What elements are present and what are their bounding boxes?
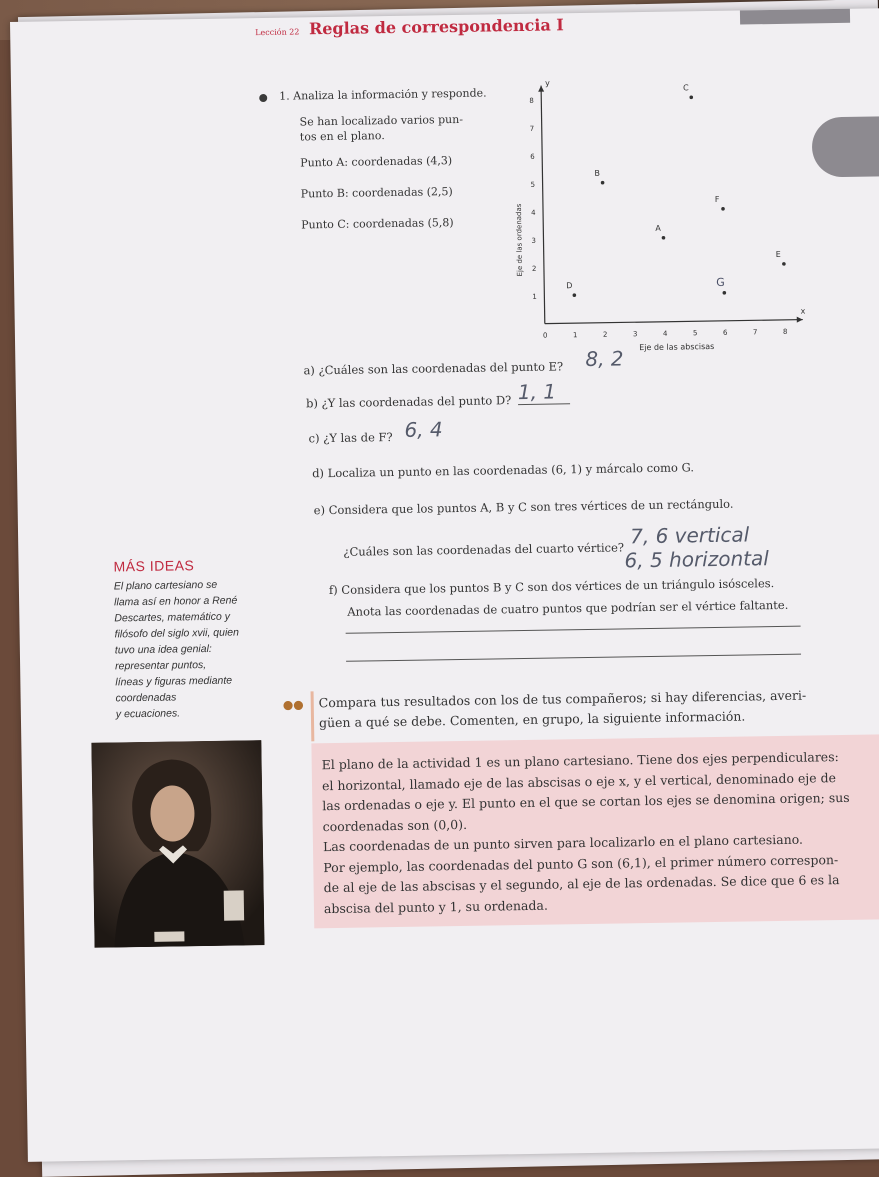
y-tick-label: 3 bbox=[531, 236, 537, 245]
mas-ideas-line: líneas y figuras mediante bbox=[115, 674, 233, 689]
point-c-label: Punto C: coordenadas (5,8) bbox=[301, 216, 454, 232]
question-e: e) Considera que los puntos A, B y C son tres vértices de un rectángulo. bbox=[313, 496, 734, 518]
mas-ideas-title: MÁS IDEAS bbox=[113, 557, 195, 575]
y-axis-letter: y bbox=[544, 78, 550, 88]
info-line: El plano de la actividad 1 es un plano cartesiano. Tiene dos ejes perpendiculares: bbox=[321, 749, 839, 773]
answer-a: 8, 2 bbox=[585, 346, 624, 372]
y-axis-label: Eje de las ordenadas bbox=[514, 203, 525, 277]
point-label-g: G bbox=[716, 275, 725, 289]
point-g bbox=[723, 291, 727, 295]
x-tick-label: 2 bbox=[602, 330, 608, 339]
people-icon: ●● bbox=[282, 697, 304, 712]
info-line: Las coordenadas de un punto sirven para localizarlo en el plano cartesiano. bbox=[322, 831, 804, 855]
mas-ideas-line: tuvo una idea genial: bbox=[114, 642, 212, 657]
x-axis-arrow bbox=[797, 317, 803, 323]
point-label-b: B bbox=[594, 168, 601, 178]
x-tick-label: 1 bbox=[572, 331, 578, 340]
x-tick-label: 0 bbox=[542, 331, 548, 340]
info-line: el horizontal, llamado eje de las abscisas o eje x, y el vertical, denominado eje de bbox=[321, 769, 837, 793]
y-axis-arrow bbox=[538, 86, 544, 92]
mas-ideas-line: filósofo del siglo xvii, quien bbox=[114, 626, 240, 641]
point-label-c: C bbox=[683, 83, 689, 93]
y-tick-label: 6 bbox=[530, 152, 535, 161]
info-line: de al eje de las abscisas y el segundo, al eje de las ordenadas. Se dice que 6 es la bbox=[323, 872, 840, 896]
title-text: Reglas de correspondencia I bbox=[308, 15, 564, 39]
question-c: c) ¿Y las de F? bbox=[308, 430, 393, 446]
x-tick-label: 7 bbox=[752, 328, 758, 337]
x-tick-label: 6 bbox=[722, 328, 728, 337]
point-b bbox=[601, 181, 605, 185]
page-title bbox=[255, 15, 564, 39]
mas-ideas-line: y ecuaciones. bbox=[115, 707, 181, 721]
answer-b: 1, 1 bbox=[518, 379, 570, 405]
compare-line: Compara tus resultados con los de tus compañeros; si hay diferencias, averi- bbox=[318, 687, 807, 711]
mas-ideas-line: coordenadas bbox=[115, 691, 177, 705]
point-e bbox=[782, 262, 786, 266]
y-tick-label: 8 bbox=[529, 96, 534, 105]
answer-e-1: 7, 6 vertical bbox=[629, 522, 750, 549]
worksheet-page bbox=[10, 8, 879, 1162]
answer-e-2: 6, 5 horizontal bbox=[624, 546, 769, 573]
info-line: las ordenadas o eje y. El punto en el que se cortan los ejes se denomina origen; sus bbox=[322, 789, 850, 814]
point-a bbox=[662, 236, 666, 240]
side-tab bbox=[812, 116, 879, 177]
y-tick-label: 4 bbox=[530, 208, 536, 217]
y-tick-label: 5 bbox=[530, 180, 536, 189]
info-text bbox=[322, 747, 852, 919]
mas-ideas-line: llama así en honor a René bbox=[114, 594, 238, 609]
x-axis-label: Eje de las abscisas bbox=[639, 341, 715, 353]
x-tick-label: 3 bbox=[632, 330, 638, 339]
info-line: abscisa del punto y 1, su ordenada. bbox=[323, 897, 548, 916]
compare-line: güen a qué se debe. Comenten, en grupo, la siguiente información. bbox=[318, 708, 746, 731]
header-bar bbox=[740, 9, 850, 25]
question-b: b) ¿Y las coordenadas del punto D? bbox=[305, 393, 512, 411]
point-d bbox=[573, 293, 577, 297]
compare-text bbox=[319, 686, 807, 734]
answer-line-2[interactable] bbox=[346, 654, 801, 662]
y-axis bbox=[541, 86, 545, 324]
question-f-line-1: f) Considera que los puntos B y C son dos vértices de un triángulo isósceles. bbox=[328, 576, 775, 598]
mas-ideas-line: representar puntos, bbox=[115, 658, 207, 673]
x-tick-label: 8 bbox=[782, 327, 788, 336]
info-line: coordenadas son (0,0). bbox=[322, 816, 468, 834]
mas-ideas-line: El plano cartesiano se bbox=[113, 578, 218, 593]
point-label-a: A bbox=[655, 223, 661, 233]
descartes-portrait bbox=[91, 740, 264, 948]
cartesian-plane bbox=[481, 69, 815, 354]
answer-c: 6, 4 bbox=[404, 417, 443, 442]
point-label-e: E bbox=[775, 249, 781, 260]
point-label-f: F bbox=[714, 194, 720, 204]
x-axis bbox=[545, 320, 803, 324]
answer-line-1[interactable] bbox=[346, 626, 801, 634]
point-label-d: D bbox=[566, 281, 573, 291]
y-tick-label: 1 bbox=[532, 292, 537, 301]
point-c bbox=[689, 95, 693, 99]
intro-line-1: Se han localizado varios pun- bbox=[299, 112, 464, 129]
x-tick-label: 4 bbox=[662, 329, 668, 338]
y-tick-label: 7 bbox=[529, 124, 535, 133]
question-e-sub: ¿Cuáles son las coordenadas del cuarto vértice? bbox=[343, 540, 625, 559]
question-f-line-2: Anota las coordenadas de cuatro puntos que podrían ser el vértice faltante. bbox=[347, 597, 789, 619]
question-a: a) ¿Cuáles son las coordenadas del punto E? bbox=[303, 359, 564, 378]
point-f bbox=[721, 207, 725, 211]
x-tick-label: 5 bbox=[692, 329, 698, 338]
activity-title: 1. Analiza la información y responde. bbox=[279, 86, 487, 103]
lesson-number: Lección 22 bbox=[255, 27, 300, 38]
info-line: Por ejemplo, las coordenadas del punto G son (6,1), el primer número correspon- bbox=[323, 851, 839, 875]
bullet-icon bbox=[259, 94, 267, 102]
x-axis-letter: x bbox=[800, 306, 806, 316]
y-tick-label: 2 bbox=[531, 264, 537, 273]
point-b-label: Punto B: coordenadas (2,5) bbox=[300, 185, 453, 201]
mas-ideas-line: Descartes, matemático y bbox=[114, 610, 231, 625]
point-a-label: Punto A: coordenadas (4,3) bbox=[300, 154, 453, 170]
question-d: d) Localiza un punto en las coordenadas (6, 1) y márcalo como G. bbox=[312, 460, 695, 481]
intro-line-2: tos en el plano. bbox=[299, 129, 385, 144]
